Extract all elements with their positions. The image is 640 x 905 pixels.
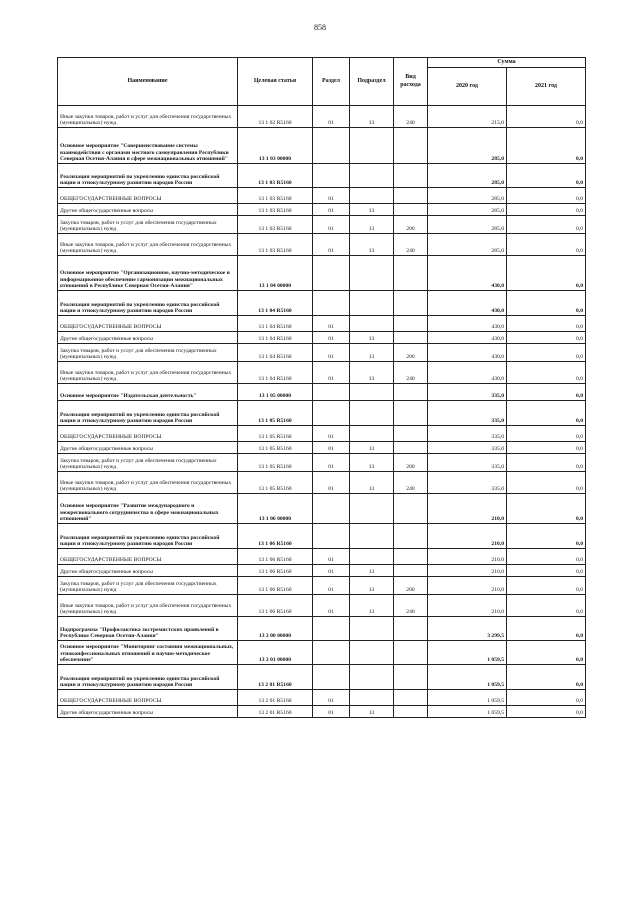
header-subsection: Подраздел — [350, 58, 394, 106]
table-row — [58, 204, 586, 216]
row-expense-type — [394, 665, 428, 690]
row-target-code: 13 1 05 R5160 — [238, 454, 313, 472]
row-section: 01 — [313, 316, 350, 332]
row-sum-2021: 0,0 — [507, 216, 586, 234]
row-sum-2020: 285,0 — [428, 234, 507, 256]
row-name: Реализация мероприятий по укреплению единства российской нации и этнокультурному развитию народов России — [58, 401, 238, 426]
row-target-code: 13 1 05 R5160 — [238, 472, 313, 494]
row-sum-2021: 0,0 — [507, 164, 586, 188]
row-sum-2021: 0,0 — [507, 106, 586, 128]
row-name: Реализация мероприятий по укреплению единства российской нации и этнокультурному развитию народов России — [58, 524, 238, 549]
row-sum-2021: 0,0 — [507, 565, 586, 577]
row-target-code: 13 1 06 R5160 — [238, 577, 313, 595]
row-subsection: 13 — [350, 362, 394, 384]
row-sum-2020: 430,0 — [428, 316, 507, 332]
row-sum-2020: 285,0 — [428, 128, 507, 164]
row-subsection — [350, 384, 394, 401]
row-sum-2021: 0,0 — [507, 362, 586, 384]
table-row — [58, 690, 586, 706]
table-row — [58, 234, 586, 256]
row-target-code: 13 1 05 R5160 — [238, 426, 313, 442]
row-expense-type — [394, 690, 428, 706]
row-sum-2021: 0,0 — [507, 617, 586, 641]
row-expense-type — [394, 494, 428, 524]
row-subsection: 13 — [350, 472, 394, 494]
row-target-code: 13 1 06 R5160 — [238, 565, 313, 577]
row-expense-type: 200 — [394, 344, 428, 362]
table-row — [58, 577, 586, 595]
row-subsection — [350, 401, 394, 426]
row-expense-type — [394, 524, 428, 549]
row-name: Реализация мероприятий по укреплению единства российской нации и этнокультурному развитию народов России — [58, 164, 238, 188]
row-name: Иные закупки товаров, работ и услуг для обеспечения государственных (муниципальных) нужд — [58, 472, 238, 494]
row-name: Иные закупки товаров, работ и услуг для обеспечения государственных (муниципальных) нужд — [58, 362, 238, 384]
row-expense-type: 240 — [394, 362, 428, 384]
table-row — [58, 216, 586, 234]
table-row — [58, 706, 586, 718]
row-sum-2021: 0,0 — [507, 665, 586, 690]
row-sum-2021: 0,0 — [507, 690, 586, 706]
table-row — [58, 524, 586, 549]
row-section: 01 — [313, 106, 350, 128]
row-sum-2020: 430,0 — [428, 344, 507, 362]
row-name: Другие общегосударственные вопросы — [58, 332, 238, 344]
row-subsection: 13 — [350, 577, 394, 595]
row-section: 01 — [313, 690, 350, 706]
header-sum: Сумма — [428, 58, 586, 68]
row-expense-type: 240 — [394, 234, 428, 256]
row-subsection: 13 — [350, 344, 394, 362]
table-row — [58, 128, 586, 164]
row-expense-type — [394, 426, 428, 442]
row-name: Другие общегосударственные вопросы — [58, 706, 238, 718]
table-row — [58, 494, 586, 524]
row-name: Закупка товаров, работ и услуг для обеспечения государственных (муниципальных) нужд — [58, 454, 238, 472]
row-target-code: 13 1 04 R5160 — [238, 291, 313, 316]
row-sum-2020: 335,0 — [428, 426, 507, 442]
row-sum-2020: 210,0 — [428, 524, 507, 549]
row-sum-2021: 0,0 — [507, 204, 586, 216]
row-sum-2020: 335,0 — [428, 472, 507, 494]
row-subsection: 13 — [350, 595, 394, 617]
row-sum-2021: 0,0 — [507, 706, 586, 718]
row-subsection: 13 — [350, 234, 394, 256]
row-expense-type — [394, 204, 428, 216]
row-name: Подпрограмма "Профилактика экстремистских проявлений в Республике Северная Осетия-Алания" — [58, 617, 238, 641]
row-expense-type — [394, 549, 428, 565]
row-subsection: 13 — [350, 454, 394, 472]
row-sum-2020: 285,0 — [428, 164, 507, 188]
row-target-code: 13 1 04 R5160 — [238, 332, 313, 344]
row-sum-2021: 0,0 — [507, 426, 586, 442]
table-row — [58, 401, 586, 426]
row-sum-2020: 3 299,5 — [428, 617, 507, 641]
row-subsection: 13 — [350, 216, 394, 234]
row-name: Другие общегосударственные вопросы — [58, 565, 238, 577]
row-target-code: 13 1 03 R5160 — [238, 204, 313, 216]
row-name: ОБЩЕГОСУДАРСТВЕННЫЕ ВОПРОСЫ — [58, 549, 238, 565]
row-subsection — [350, 617, 394, 641]
row-target-code: 13 1 02 R5160 — [238, 106, 313, 128]
row-target-code: 13 2 01 R5160 — [238, 665, 313, 690]
row-section — [313, 128, 350, 164]
row-section: 01 — [313, 472, 350, 494]
row-subsection — [350, 524, 394, 549]
row-sum-2021: 0,0 — [507, 401, 586, 426]
row-target-code: 13 1 03 R5160 — [238, 164, 313, 188]
row-expense-type — [394, 316, 428, 332]
row-target-code: 13 1 05 R5160 — [238, 401, 313, 426]
row-name: Основное мероприятие "Совершенствование системы взаимодействия с органами местного самоуправления Республики Северная Осетия-Алания в сфере межнациональных отношений" — [58, 128, 238, 164]
row-name: Иные закупки товаров, работ и услуг для обеспечения государственных (муниципальных) нужд — [58, 234, 238, 256]
row-section: 01 — [313, 234, 350, 256]
row-section — [313, 665, 350, 690]
row-sum-2021: 0,0 — [507, 291, 586, 316]
row-subsection — [350, 256, 394, 291]
row-section: 01 — [313, 454, 350, 472]
table-row — [58, 316, 586, 332]
row-target-code: 13 2 00 00000 — [238, 617, 313, 641]
row-name: Основное мероприятие "Издательская деятельность" — [58, 384, 238, 401]
row-sum-2020: 1 059,5 — [428, 641, 507, 665]
row-expense-type — [394, 706, 428, 718]
table-row — [58, 549, 586, 565]
row-subsection — [350, 690, 394, 706]
row-section: 01 — [313, 216, 350, 234]
row-section — [313, 617, 350, 641]
row-subsection — [350, 549, 394, 565]
row-expense-type: 240 — [394, 106, 428, 128]
row-subsection — [350, 188, 394, 204]
row-sum-2021: 0,0 — [507, 472, 586, 494]
row-sum-2021: 0,0 — [507, 256, 586, 291]
row-name: Закупка товаров, работ и услуг для обеспечения государственных (муниципальных) нужд — [58, 344, 238, 362]
row-section — [313, 291, 350, 316]
row-sum-2020: 335,0 — [428, 442, 507, 454]
row-sum-2021: 0,0 — [507, 332, 586, 344]
row-subsection: 13 — [350, 106, 394, 128]
row-sum-2020: 215,0 — [428, 106, 507, 128]
row-sum-2020: 210,0 — [428, 577, 507, 595]
table-row — [58, 426, 586, 442]
row-subsection: 13 — [350, 442, 394, 454]
row-target-code: 13 1 05 00000 — [238, 384, 313, 401]
row-target-code: 13 1 04 R5160 — [238, 316, 313, 332]
row-sum-2020: 430,0 — [428, 256, 507, 291]
row-section: 01 — [313, 426, 350, 442]
row-sum-2020: 430,0 — [428, 291, 507, 316]
row-expense-type: 200 — [394, 454, 428, 472]
table-row — [58, 344, 586, 362]
row-name: Реализация мероприятий по укреплению единства российской нации и этнокультурному развитию народов России — [58, 291, 238, 316]
table-row — [58, 362, 586, 384]
row-sum-2021: 0,0 — [507, 549, 586, 565]
row-sum-2021: 0,0 — [507, 641, 586, 665]
row-sum-2021: 0,0 — [507, 128, 586, 164]
table-row — [58, 188, 586, 204]
row-target-code: 13 1 06 R5160 — [238, 595, 313, 617]
row-target-code: 13 1 05 R5160 — [238, 442, 313, 454]
row-sum-2021: 0,0 — [507, 524, 586, 549]
row-sum-2020: 430,0 — [428, 362, 507, 384]
table-row — [58, 291, 586, 316]
row-expense-type — [394, 384, 428, 401]
row-expense-type — [394, 164, 428, 188]
row-subsection — [350, 665, 394, 690]
row-subsection: 13 — [350, 332, 394, 344]
row-subsection — [350, 164, 394, 188]
row-target-code: 13 2 01 00000 — [238, 641, 313, 665]
table-row — [58, 595, 586, 617]
row-target-code: 13 1 04 00000 — [238, 256, 313, 291]
row-sum-2020: 335,0 — [428, 401, 507, 426]
table-row — [58, 472, 586, 494]
row-sum-2021: 0,0 — [507, 344, 586, 362]
budget-table — [57, 57, 586, 718]
row-subsection: 13 — [350, 565, 394, 577]
row-target-code: 13 1 03 00000 — [238, 128, 313, 164]
table-body — [58, 106, 586, 718]
row-section: 01 — [313, 332, 350, 344]
table-row — [58, 665, 586, 690]
row-sum-2020: 1 059,5 — [428, 706, 507, 718]
table-row — [58, 164, 586, 188]
row-name: Другие общегосударственные вопросы — [58, 442, 238, 454]
table-row — [58, 617, 586, 641]
table-row — [58, 442, 586, 454]
row-sum-2021: 0,0 — [507, 316, 586, 332]
row-section — [313, 401, 350, 426]
row-section: 01 — [313, 549, 350, 565]
header-section: Раздел — [313, 58, 350, 106]
row-sum-2021: 0,0 — [507, 494, 586, 524]
row-expense-type — [394, 332, 428, 344]
row-expense-type — [394, 641, 428, 665]
row-name: Основное мероприятие "Мониторинг состояния межнациональных, этноконфессиональных отношений и научно-методическое обеспечение" — [58, 641, 238, 665]
row-section: 01 — [313, 565, 350, 577]
header-code: Целевая статья — [238, 58, 313, 106]
row-expense-type: 200 — [394, 577, 428, 595]
row-subsection — [350, 291, 394, 316]
row-section: 01 — [313, 188, 350, 204]
row-section: 01 — [313, 595, 350, 617]
row-expense-type — [394, 442, 428, 454]
row-section: 01 — [313, 442, 350, 454]
row-target-code: 13 2 01 R5160 — [238, 690, 313, 706]
row-expense-type — [394, 128, 428, 164]
row-name: Основное мероприятие "Развитие международного и межрегионального сотрудничества в сфере межнациональных отношений" — [58, 494, 238, 524]
row-section — [313, 384, 350, 401]
row-name: ОБЩЕГОСУДАРСТВЕННЫЕ ВОПРОСЫ — [58, 690, 238, 706]
row-section: 01 — [313, 204, 350, 216]
row-sum-2020: 335,0 — [428, 454, 507, 472]
row-section — [313, 256, 350, 291]
row-sum-2021: 0,0 — [507, 384, 586, 401]
row-subsection — [350, 316, 394, 332]
row-name: Иные закупки товаров, работ и услуг для обеспечения государственных (муниципальных) нужд — [58, 106, 238, 128]
row-sum-2020: 1 059,5 — [428, 665, 507, 690]
row-sum-2020: 430,0 — [428, 332, 507, 344]
row-name: ОБЩЕГОСУДАРСТВЕННЫЕ ВОПРОСЫ — [58, 316, 238, 332]
row-sum-2021: 0,0 — [507, 595, 586, 617]
row-sum-2021: 0,0 — [507, 188, 586, 204]
row-expense-type — [394, 617, 428, 641]
table-row — [58, 454, 586, 472]
row-sum-2020: 285,0 — [428, 204, 507, 216]
table-row — [58, 641, 586, 665]
row-subsection — [350, 426, 394, 442]
row-section: 01 — [313, 344, 350, 362]
row-expense-type: 240 — [394, 472, 428, 494]
row-name: Основное мероприятие "Организационное, научно-методическое и информационное обеспечение гармонизации межнациональных отношений в Республике Северная Осетия-Алания" — [58, 256, 238, 291]
row-sum-2020: 210,0 — [428, 549, 507, 565]
row-name: Иные закупки товаров, работ и услуг для обеспечения государственных (муниципальных) нужд — [58, 595, 238, 617]
row-target-code: 13 1 03 R5160 — [238, 188, 313, 204]
header-type: Вид расхода — [394, 58, 428, 106]
row-section — [313, 641, 350, 665]
table-row — [58, 384, 586, 401]
row-name: Закупка товаров, работ и услуг для обеспечения государственных (муниципальных) нужд — [58, 577, 238, 595]
row-sum-2020: 1 059,5 — [428, 690, 507, 706]
row-name: Реализация мероприятий по укреплению единства российской нации и этнокультурному развитию народов России — [58, 665, 238, 690]
row-sum-2020: 210,0 — [428, 565, 507, 577]
row-name: ОБЩЕГОСУДАРСТВЕННЫЕ ВОПРОСЫ — [58, 188, 238, 204]
table-row — [58, 565, 586, 577]
row-name: ОБЩЕГОСУДАРСТВЕННЫЕ ВОПРОСЫ — [58, 426, 238, 442]
row-target-code: 13 1 06 00000 — [238, 494, 313, 524]
row-subsection — [350, 494, 394, 524]
row-section: 01 — [313, 577, 350, 595]
row-section — [313, 524, 350, 549]
table-row — [58, 256, 586, 291]
row-expense-type — [394, 256, 428, 291]
row-sum-2021: 0,0 — [507, 234, 586, 256]
page-number: 858 — [314, 23, 326, 32]
header-year-2021: 2021 год — [507, 68, 586, 106]
row-subsection: 13 — [350, 706, 394, 718]
row-sum-2020: 285,0 — [428, 216, 507, 234]
row-target-code: 13 1 03 R5160 — [238, 216, 313, 234]
row-expense-type: 240 — [394, 595, 428, 617]
row-expense-type — [394, 291, 428, 316]
row-sum-2020: 210,0 — [428, 494, 507, 524]
row-target-code: 13 1 06 R5160 — [238, 549, 313, 565]
row-sum-2020: 210,0 — [428, 595, 507, 617]
row-subsection — [350, 641, 394, 665]
row-target-code: 13 1 06 R5160 — [238, 524, 313, 549]
row-subsection: 13 — [350, 204, 394, 216]
header-year-2020: 2020 год — [428, 68, 507, 106]
row-section: 01 — [313, 362, 350, 384]
row-sum-2021: 0,0 — [507, 454, 586, 472]
row-expense-type — [394, 565, 428, 577]
row-target-code: 13 1 04 R5160 — [238, 362, 313, 384]
table-row — [58, 106, 586, 128]
row-target-code: 13 1 04 R5160 — [238, 344, 313, 362]
row-name: Другие общегосударственные вопросы — [58, 204, 238, 216]
table-row — [58, 332, 586, 344]
row-expense-type: 200 — [394, 216, 428, 234]
row-sum-2021: 0,0 — [507, 442, 586, 454]
row-expense-type — [394, 401, 428, 426]
row-section — [313, 494, 350, 524]
row-expense-type — [394, 188, 428, 204]
row-sum-2020: 335,0 — [428, 384, 507, 401]
row-section: 01 — [313, 706, 350, 718]
row-name: Закупка товаров, работ и услуг для обеспечения государственных (муниципальных) нужд — [58, 216, 238, 234]
row-sum-2020: 285,0 — [428, 188, 507, 204]
row-target-code: 13 1 03 R5160 — [238, 234, 313, 256]
row-sum-2021: 0,0 — [507, 577, 586, 595]
row-target-code: 13 2 01 R5160 — [238, 706, 313, 718]
header-name: Наименование — [58, 58, 238, 106]
row-section — [313, 164, 350, 188]
row-subsection — [350, 128, 394, 164]
